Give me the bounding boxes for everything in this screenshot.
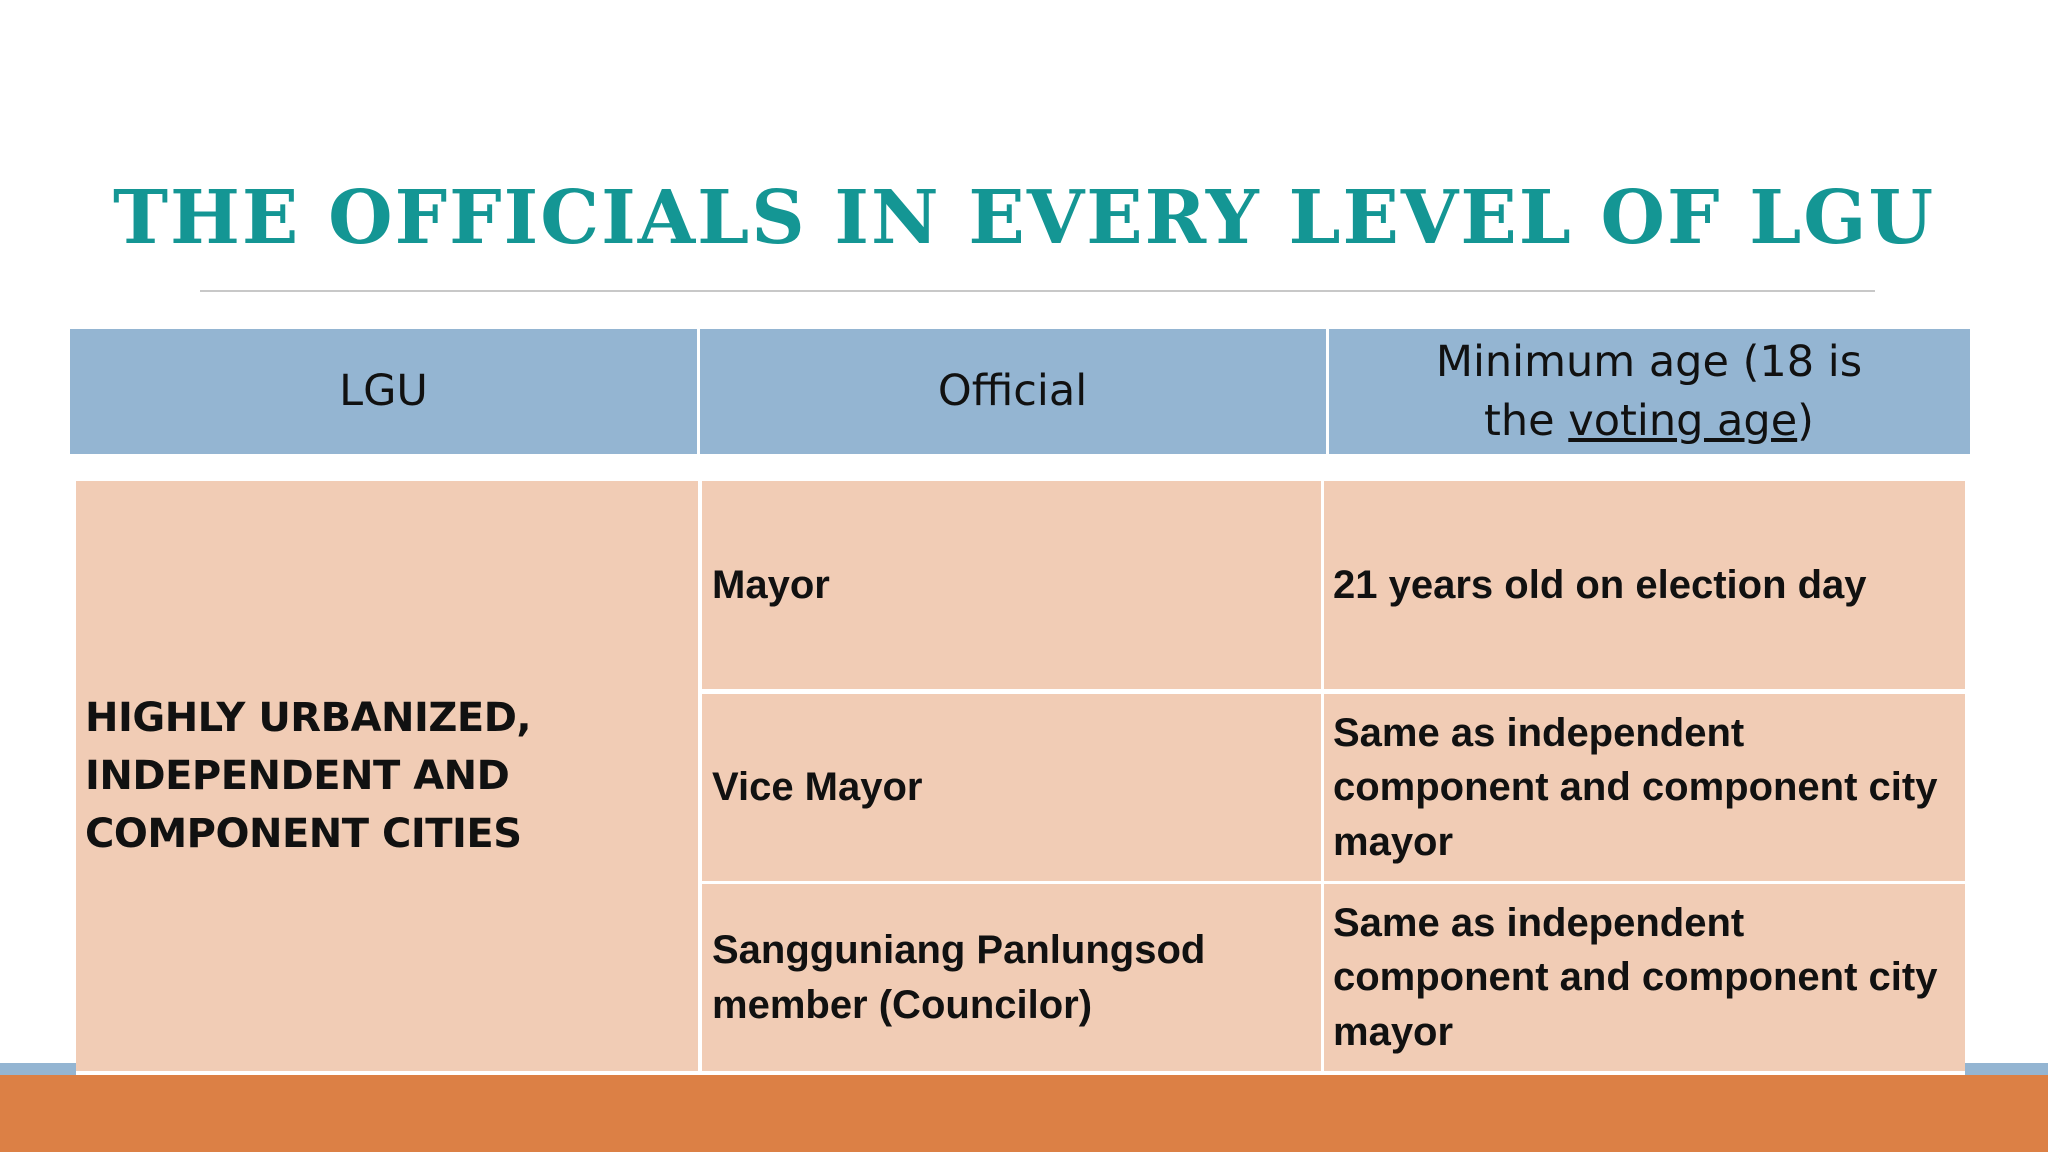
min-age-cell-councilor bbox=[1324, 884, 1965, 1071]
official-text: Sangguniang Panlungsod member (Councilor) bbox=[712, 928, 1206, 1027]
title-divider bbox=[200, 290, 1875, 292]
min-age-text: 21 years old on election day bbox=[1333, 562, 1867, 607]
footer-band bbox=[0, 1075, 2048, 1152]
lgu-cell-text: HIGHLY URBANIZED, INDEPENDENT AND COMPONENT CITIES bbox=[85, 695, 532, 857]
header-min-age-suffix: ) bbox=[1797, 395, 1814, 446]
slide-title: THE OFFICIALS IN EVERY LEVEL OF LGU bbox=[112, 175, 1936, 261]
official-text: Vice Mayor bbox=[712, 765, 923, 810]
lgu-cell bbox=[76, 481, 698, 1071]
min-age-text: Same as independent component and component city mayor bbox=[1333, 710, 1938, 864]
min-age-cell-vice-mayor bbox=[1324, 694, 1965, 881]
official-cell-vice-mayor bbox=[702, 694, 1321, 881]
official-cell-mayor bbox=[702, 481, 1321, 689]
min-age-cell-mayor bbox=[1324, 481, 1965, 689]
header-minimum-age bbox=[1328, 329, 1970, 454]
official-text: Mayor bbox=[712, 562, 830, 607]
voting-age-link[interactable]: voting age bbox=[1568, 395, 1798, 446]
header-lgu: LGU bbox=[339, 366, 428, 417]
decorative-stripe bbox=[0, 1063, 76, 1075]
min-age-text: Same as independent component and component city mayor bbox=[1333, 900, 1938, 1054]
header-min-age-line1: Minimum age (18 is bbox=[1435, 337, 1863, 388]
table-header-row bbox=[70, 329, 1970, 454]
official-cell-councilor bbox=[702, 884, 1321, 1071]
decorative-stripe bbox=[1965, 1063, 2048, 1075]
header-min-age-line2: the bbox=[1484, 395, 1569, 446]
header-official: Official bbox=[937, 366, 1088, 417]
